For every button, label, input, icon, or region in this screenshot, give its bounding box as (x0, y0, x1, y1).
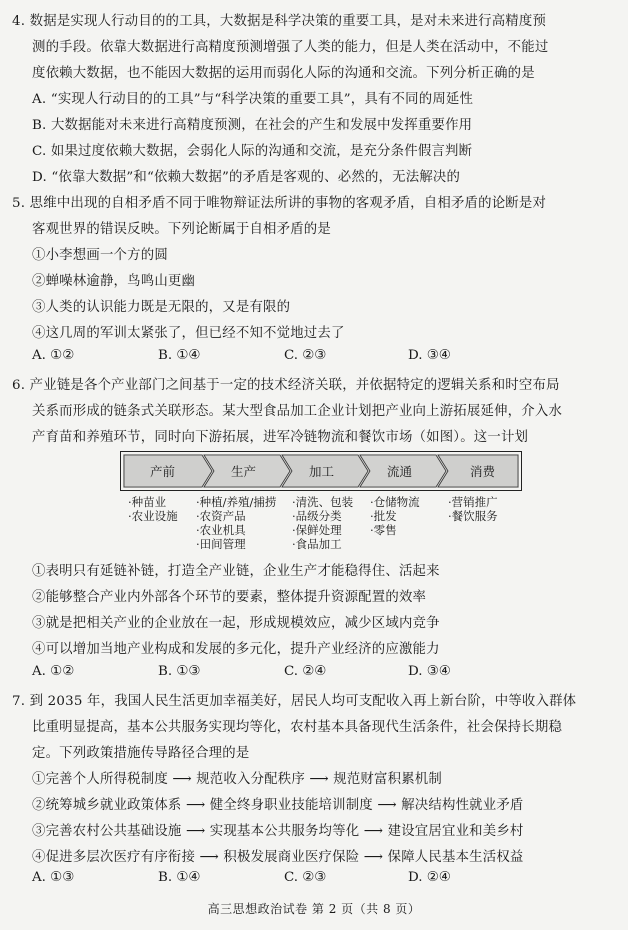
detail-item: ·食品加工 (292, 537, 342, 551)
detail-item: ·种苗业 (128, 495, 167, 509)
detail-item: ·保鲜处理 (292, 523, 342, 537)
q6-statement: ②能够整合产业内外部各个环节的要素，整体提升资源配置的效率 (32, 590, 427, 605)
q4-line: 测的手段。依靠大数据进行高精度预测增强了人类的能力，但是人类在活动中，不能过 (32, 40, 549, 55)
q5-statement: ②蝉噪林逾静，鸟鸣山更幽 (32, 274, 196, 289)
q5-option-a: A. ①② (32, 348, 75, 363)
detail-item: ·农业设施 (128, 509, 178, 523)
detail-item: ·田间管理 (196, 537, 246, 551)
q6-option-c: C. ②④ (284, 664, 327, 679)
stage-label-consumption: 消费 (470, 464, 496, 479)
stage-details-processing (292, 495, 353, 551)
q6-option-a: A. ①② (32, 664, 75, 679)
detail-item: ·零售 (370, 523, 397, 537)
q5-statement: ④这几周的军训太紧张了，但已经不知不觉地过去了 (32, 326, 345, 341)
q6-line: 6. 产业链是各个产业部门之间基于一定的技术经济关联，并依据特定的逻辑关系和时空布局 (12, 378, 560, 393)
q4-option-c: C. 如果过度依赖大数据，会弱化人际的沟通和交流，是充分条件假言判断 (32, 144, 473, 159)
q5-line: 客观世界的错误反映。下列论断属于自相矛盾的是 (32, 222, 331, 237)
stage-details-pre-production (128, 495, 178, 523)
stage-label-circulation: 流通 (387, 464, 413, 479)
q7-statement: ③完善农村公共基础设施 ⟶ 实现基本公共服务均等化 ⟶ 建设宜居宜业和美乡村 (32, 824, 524, 839)
q7-statement: ④促进多层次医疗有序衔接 ⟶ 积极发展商业医疗保险 ⟶ 保障人民基本生活权益 (32, 850, 524, 865)
q7-line: 比重明显提高，基本公共服务实现均等化，农村基本具备现代生活条件，社会保持长期稳 (32, 720, 563, 735)
q4-line: 4. 数据是实现人行动目的的工具，大数据是科学决策的重要工具，是对未来进行高精度预 (12, 14, 547, 29)
stage-label-processing: 加工 (309, 464, 335, 479)
detail-item: ·农资产品 (196, 509, 246, 523)
detail-item: ·仓储物流 (370, 495, 420, 509)
stage-details-circulation (370, 495, 420, 537)
detail-item: ·营销推广 (448, 495, 498, 509)
q7-option-a: A. ①③ (32, 870, 75, 885)
q6-statement: ③就是把相关产业的企业放在一起，形成规模效应，减少区域内竞争 (32, 616, 440, 631)
detail-item: ·批发 (370, 509, 397, 523)
q6-statement: ④可以增加当地产业构成和发展的多元化，提升产业经济的应激能力 (32, 642, 440, 657)
q6-statement: ①表明只有延链补链，打造全产业链，企业生产才能稳得住、活起来 (32, 564, 440, 579)
q7-statement: ②统筹城乡就业政策体系 ⟶ 健全终身职业技能培训制度 ⟶ 解决结构性就业矛盾 (32, 798, 524, 813)
stage-label-pre-production: 产前 (150, 464, 176, 479)
q7-statement: ①完善个人所得税制度 ⟶ 规范收入分配秩序 ⟶ 规范财富积累机制 (32, 772, 442, 787)
q4-option-d: D. “依靠大数据”和“依赖大数据”的矛盾是客观的、必然的，无法解决的 (32, 170, 461, 185)
q5-options (32, 348, 592, 366)
q4-option-a: A. “实现人行动目的的工具”与“科学决策的重要工具”，具有不同的周延性 (32, 92, 474, 107)
q7-option-c: C. ②③ (284, 870, 327, 885)
detail-item: ·农业机具 (196, 523, 246, 537)
q5-option-d: D. ③④ (408, 348, 451, 363)
q5-option-c: C. ②③ (284, 348, 327, 363)
detail-item: ·种植/养殖/捕捞 (196, 495, 277, 509)
q7-options (32, 870, 592, 888)
q5-option-b: B. ①④ (158, 348, 201, 363)
q5-line: 5. 思维中出现的自相矛盾不同于唯物辩证法所讲的事物的客观矛盾，自相矛盾的论断是对 (12, 196, 547, 211)
q5-statement: ①小李想画一个方的圆 (32, 248, 168, 263)
q6-option-b: B. ①③ (158, 664, 201, 679)
q6-line: 关系而形成的链条式关联形态。某大型食品加工企业计划把产业向上游拓展延伸，介入水 (32, 404, 563, 419)
q6-option-d: D. ③④ (408, 664, 451, 679)
stage-details-production (196, 495, 276, 551)
q6-options (32, 664, 592, 682)
page-footer: 高三思想政治试卷 第 2 页（共 8 页） (207, 902, 421, 916)
stage-details-consumption (448, 495, 498, 523)
q7-line: 7. 到 2035 年，我国人民生活更加幸福美好，居民人均可支配收入再上新台阶，中等收入群体 (12, 694, 577, 709)
stage-label-production: 生产 (231, 464, 257, 479)
q7-option-b: B. ①④ (158, 870, 201, 885)
q5-statement: ③人类的认识能力既是无限的，又是有限的 (32, 300, 291, 315)
detail-item: ·品级分类 (292, 509, 342, 523)
q7-option-d: D. ②④ (408, 870, 451, 885)
q7-line: 定。下列政策措施传导路径合理的是 (32, 746, 250, 761)
q4-line: 度依赖大数据，也不能因大数据的运用而弱化人际的沟通和交流。下列分析正确的是 (32, 66, 535, 81)
q6-line: 产育苗和养殖环节，同时向下游拓展，进军冷链物流和餐饮市场（如图）。这一计划 (32, 430, 529, 445)
industry-chain-diagram (120, 451, 522, 491)
detail-item: ·清洗、包装 (292, 495, 354, 509)
detail-item: ·餐饮服务 (448, 509, 498, 523)
q4-option-b: B. 大数据能对未来进行高精度预测，在社会的产生和发展中发挥重要作用 (32, 118, 473, 133)
